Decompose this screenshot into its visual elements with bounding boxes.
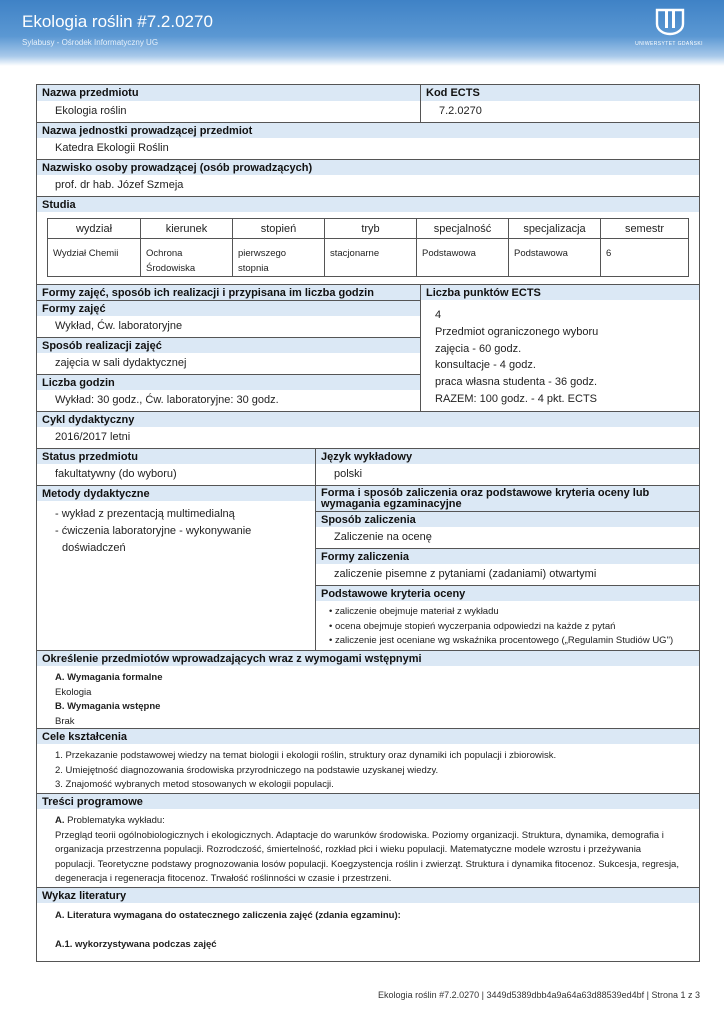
unit-label: Nazwa jednostki prowadzącej przedmiot — [37, 122, 699, 138]
assessment-forms-value: zaliczenie pisemne z pytaniami (zadaniami) otwartymi — [334, 568, 597, 580]
language-label: Język wykładowy — [316, 448, 699, 464]
methods-list — [37, 501, 315, 557]
realization-value: zajęcia w sali dydaktycznej — [55, 357, 187, 369]
criteria-item: • zaliczenie jest oceniane wg wskaźnika procentowego („Regulamin Studiów UG") — [329, 635, 674, 646]
methods-item: doświadczeń — [62, 542, 126, 554]
assessment-method-label: Sposób zaliczenia — [316, 511, 699, 527]
assessment-method-value: Zaliczenie na ocenę — [334, 531, 432, 543]
ects-points-list — [421, 300, 699, 408]
studies-cell: Wydział Chemii — [48, 239, 141, 277]
cycle-value: 2016/2017 letni — [55, 431, 131, 443]
content-line: Przegląd teorii ogólnobiologicznych i ekologicznych. Adaptacje do warunków środowiska. Poziomy organizacji. Struktura, dynamika, demografia i — [55, 829, 664, 841]
university-crest-icon — [653, 8, 687, 36]
goals-list — [37, 744, 699, 793]
studies-cell: Podstawowa — [509, 239, 601, 277]
status-row — [37, 448, 699, 485]
content-line: organizacja przestrzenna populacji. Rozrodczość, śmiertelność, rozkład płci i wieku populacji. Matematyczne modele wzrostu i przeżywania — [55, 844, 642, 855]
forms-value: Wykład, Ćw. laboratoryjne — [55, 320, 183, 332]
page-subtitle: Sylabusy - Ośrodek Informatyczny UG — [22, 38, 159, 47]
goal-item: 2. Umiejętność diagnozowania środowiska przyrodniczego na podstawie uzyskanej wiedzy. — [55, 764, 439, 776]
lecturer-value: prof. dr hab. Józef Szmeja — [55, 179, 184, 191]
ects-points-line: RAZEM: 100 godz. - 4 pkt. ECTS — [435, 392, 598, 405]
course-name-label: Nazwa przedmiotu — [37, 85, 420, 101]
ects-points-label: Liczba punktów ECTS — [421, 284, 699, 300]
course-header-row — [37, 85, 699, 122]
ects-code-value: 7.2.0270 — [439, 105, 482, 117]
literature-label: Wykaz literatury — [37, 887, 699, 903]
criteria-item: • zaliczenie obejmuje materiał z wykładu — [329, 606, 499, 617]
university-logo — [628, 8, 710, 54]
page-banner — [0, 0, 724, 66]
ects-code-label: Kod ECTS — [421, 85, 699, 101]
formal-requirements-label: A. Wymagania formalne — [55, 672, 163, 683]
ects-points-line: praca własna studenta - 36 godz. — [435, 376, 598, 389]
status-label: Status przedmiotu — [37, 448, 315, 464]
ects-points-line: 4 — [435, 309, 442, 321]
goals-label: Cele kształcenia — [37, 728, 699, 744]
criteria-label: Podstawowe kryteria oceny — [316, 585, 699, 601]
studies-header-row — [48, 219, 689, 239]
methods-item: - ćwiczenia laboratoryjne - wykonywanie — [55, 525, 252, 537]
studies-cell: 6 — [601, 239, 689, 277]
course-name-value: Ekologia roślin — [55, 105, 127, 117]
realization-label: Sposób realizacji zajęć — [37, 337, 420, 353]
ects-points-line: zajęcia - 60 godz. — [435, 342, 522, 355]
assessment-forms-label: Formy zaliczenia — [316, 548, 699, 564]
studies-cell: Podstawowa — [417, 239, 509, 277]
assessment-label: Forma i sposób zaliczenia oraz podstawowe kryteria oceny lub wymagania egzaminacyjne — [316, 485, 699, 511]
syllabus-sheet — [36, 84, 700, 962]
literature-section-a: A. Literatura wymagana do ostatecznego zaliczenia zajęć (zdania egzaminu): — [55, 910, 401, 921]
methods-label: Metody dydaktyczne — [37, 485, 315, 501]
methods-row — [37, 485, 699, 650]
formal-requirements-value: Ekologia — [55, 686, 92, 698]
content-line: populacji. Teoretyczne podstawy prognozowania losów populacji. Koegzystencja roślin i zwierząt. Struktura i dynamika fitocenoz. Sukcesja, regresja, — [55, 858, 679, 870]
entry-requirements-label: B. Wymagania wstępne — [55, 701, 161, 712]
content-lead-letter: A. — [55, 815, 65, 826]
studies-table-wrap — [37, 212, 699, 284]
studies-header-cell: kierunek — [141, 219, 233, 239]
content-lead-text: Problematyka wykładu: — [64, 815, 165, 826]
forms-label: Formy zajęć — [37, 300, 420, 316]
prerequisites-body — [37, 666, 699, 728]
studies-cell: stacjonarne — [325, 239, 417, 277]
studies-header-cell: wydział — [48, 219, 141, 239]
studies-header-cell: semestr — [601, 219, 689, 239]
literature-section-a1: A.1. wykorzystywana podczas zajęć — [55, 938, 217, 950]
studies-header-cell: stopień — [233, 219, 325, 239]
studies-data-row — [48, 239, 689, 277]
language-value: polski — [334, 468, 363, 480]
hours-label: Liczba godzin — [37, 374, 420, 390]
forms-row — [37, 284, 699, 411]
hours-value: Wykład: 30 godz., Ćw. laboratoryjne: 30 godz. — [55, 394, 279, 406]
studies-header-cell: specjalność — [417, 219, 509, 239]
cycle-label: Cykl dydaktyczny — [37, 411, 699, 427]
methods-item: - wykład z prezentacją multimedialną — [55, 508, 235, 520]
studies-header-cell: specjalizacja — [509, 219, 601, 239]
criteria-item: • ocena obejmuje stopień wyczerpania odpowiedzi na każde z pytań — [329, 620, 616, 632]
content-lead — [55, 814, 689, 829]
criteria-list — [316, 601, 699, 650]
forms-section-label: Formy zajęć, sposób ich realizacji i przypisana im liczba godzin — [37, 284, 420, 300]
ects-points-line: konsultacje - 4 godz. — [435, 359, 536, 372]
studies-header-cell: tryb — [325, 219, 417, 239]
studies-cell: Ochrona Środowiska — [141, 239, 233, 277]
page-title: Ekologia roślin #7.2.0270 — [22, 12, 213, 31]
entry-requirements-value: Brak — [55, 715, 75, 727]
status-value: fakultatywny (do wyboru) — [55, 468, 177, 480]
content-label: Treści programowe — [37, 793, 699, 809]
prerequisites-label: Określenie przedmiotów wprowadzających wraz z wymogami wstępnymi — [37, 650, 699, 666]
studies-label: Studia — [37, 196, 699, 212]
ects-points-line: Przedmiot ograniczonego wyboru — [435, 325, 599, 338]
studies-cell: pierwszego stopnia — [233, 239, 325, 277]
goal-item: 3. Znajomość wybranych metod stosowanych w ekologii populacji. — [55, 779, 334, 790]
university-name: UNIWERSYTET GDAŃSKI — [635, 41, 703, 47]
studies-table — [47, 218, 689, 277]
page-footer: Ekologia roślin #7.2.0270 | 3449d5389dbb4a9a64a63d88539ed4bf | Strona 1 z 3 — [378, 990, 700, 1000]
literature-body — [37, 903, 699, 961]
lecturer-label: Nazwisko osoby prowadzącej (osób prowadzących) — [37, 159, 699, 175]
goal-item: 1. Przekazanie podstawowej wiedzy na temat biologii i ekologii roślin, struktury oraz dynamiki ich populacji i zbiorowisk. — [55, 750, 557, 761]
unit-value: Katedra Ekologii Roślin — [55, 142, 169, 154]
content-line: degeneracja i regeneracja fitocenoz. Trwałość roślinności w czasie i przestrzeni. — [55, 873, 392, 884]
content-body — [37, 809, 699, 887]
